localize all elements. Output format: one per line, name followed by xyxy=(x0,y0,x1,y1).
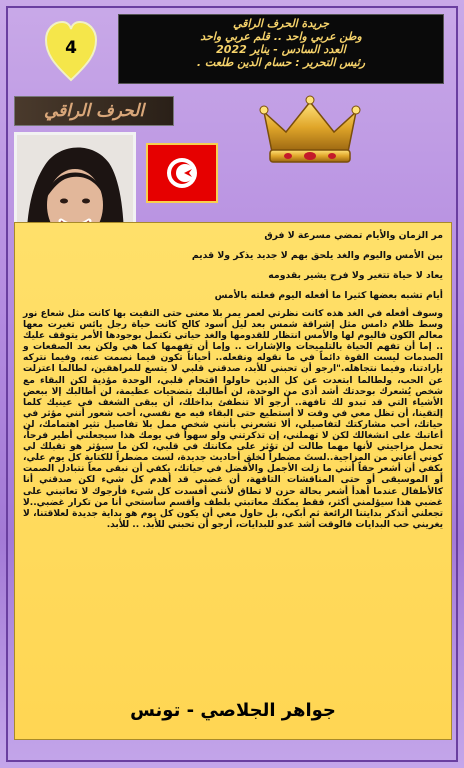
header-newspaper-name: جريدة الحرف الراقي xyxy=(232,17,330,30)
author-signature: جواهر الجلاصي - تونس xyxy=(130,700,336,721)
issue-number: 4 xyxy=(65,38,77,58)
header-issue: العدد السادس - يناير 2022 xyxy=(216,43,346,56)
article-line-1: مر الزمان والأيام تمضي مسرعة لا فرق xyxy=(264,230,443,241)
newspaper-header xyxy=(118,14,444,84)
article-line-2: بين الأمس واليوم والغد يلحق بهم لا جديد يذكر ولا قديم xyxy=(191,250,443,261)
article-line-3: يعاد لا حياة تتغير ولا فرح يشير بقدومه xyxy=(268,270,443,281)
header-slogan: وطن عربي واحد .. قلم عربي واحد xyxy=(200,30,362,43)
newspaper-logo: الحرف الراقي xyxy=(14,96,174,126)
tunisia-flag-icon xyxy=(148,145,216,201)
issue-heart-badge xyxy=(44,20,98,82)
header-editor: رئيس التحرير : حسام الدين طلعت . xyxy=(196,56,366,69)
article-line-4: أيام تشبه بعضها كثيرا ما أفعله اليوم فعلته بالأمس xyxy=(214,290,443,301)
article-body xyxy=(14,222,452,740)
crown-icon xyxy=(258,94,362,170)
article-paragraph: وسوف أفعله في الغد هذه كانت نظرتي لعمر يمر بلا معنى حتى التقيت بها كانت مثل شعاع نور وسط ظلام دامس مثل إشراقة شمس بعد ليل أسود كالح كانت حياة رجل يائس تغيرت معها معالم الكون فاليوم لها والأمس انتظار للقدومها والغد حياتي تكتمل بوجودها الأمر يتوقف عليك .. إما أن تفهم الحياة بالتلميحات والإشارات .. وإما أن تفهمها كما هي ولكن بعد الصفعات و الصدمات ليست القوة دائماً في ما نقوله ونفعله.. أحياناً تكون فيما نصمت عنه، وفيما نتركه بإرادتنا، وفيما نتجاهله."ارجو أن تحبني للأبد، صدقني قلبي لا يتسع للمراهقين، لطالما اعتزلت عن الحب، ولطالما ابتعدت عن كل الذين حاولوا اقتحام قلبي، الوحدة مؤذية لكن البقاء مع شخص يُشعرك بوحدتك أشد أذى من الوحدة، لن أطالبك بتضحيات عظيمة، لن أطالبك إلا ببعض الأشياء التي قد تبدو لك تافهة.. أرجو ألا تنطفئ بداخلك، أن يبقى الشغف في عينيك كلما إلتقينا، أن تظل معي في وقت لا أستطيع حتى البقاء فيه مع نفسي، أحب شعور أنني مؤثر في حياتك، أحب مشاركتك لتفاصيلي، ألا تشعرني بأنني شخص ممل بلا تفاصيل تثير اهتمامك، لن أعاتبك على انشغالك لكن لا تهملني، إن تذكرتني ولو سهواً في يومك هذا سيجعلني أطير فرحاً، تحمل مزاجيتي لأنها مهما طالت لن تؤثر على مكانتك في قلبي، لكن ما سيؤثر هو تقبلك لي كوني أعاني من المزاجية..لستَ مضطراً لخلق أحاديث جديدة، لست مضطراً للكتابة كل يوم علي، يكفي أن أشعر حقاً أنني ما زلت الأجمل والأفضل في حياتك، يكفي أن نبقى معاً نتبادل الصمت أو الموسيقى أو حتى المناقشات التافهة، أن غضبي قد أهدم كل شيء لكن صدقني أنا كالأطفال عندما أهدأ أشعر بحالة حزن لا تطاق لأنني أفسدت كل شيء فأرجوك لا تعاتبني على غضبي هذا سيؤلمني أكثر، فقط يمكنك معاتبتي بلطف وأقسم سأستحي أنا من تكرار غضبي..لا تجعلني أتذكر بدايتنا الرائعة ثم أبكي، بل حاول معي أن يكون كل يوم هو بداية جديدة لعلاقتنا، لا يغريني حب البدايات فالوقت أشد عدو للبدايات، أرجو أن تحبني للأبد. .. للأبد. xyxy=(23,309,443,530)
tunisia-flag xyxy=(146,143,218,203)
